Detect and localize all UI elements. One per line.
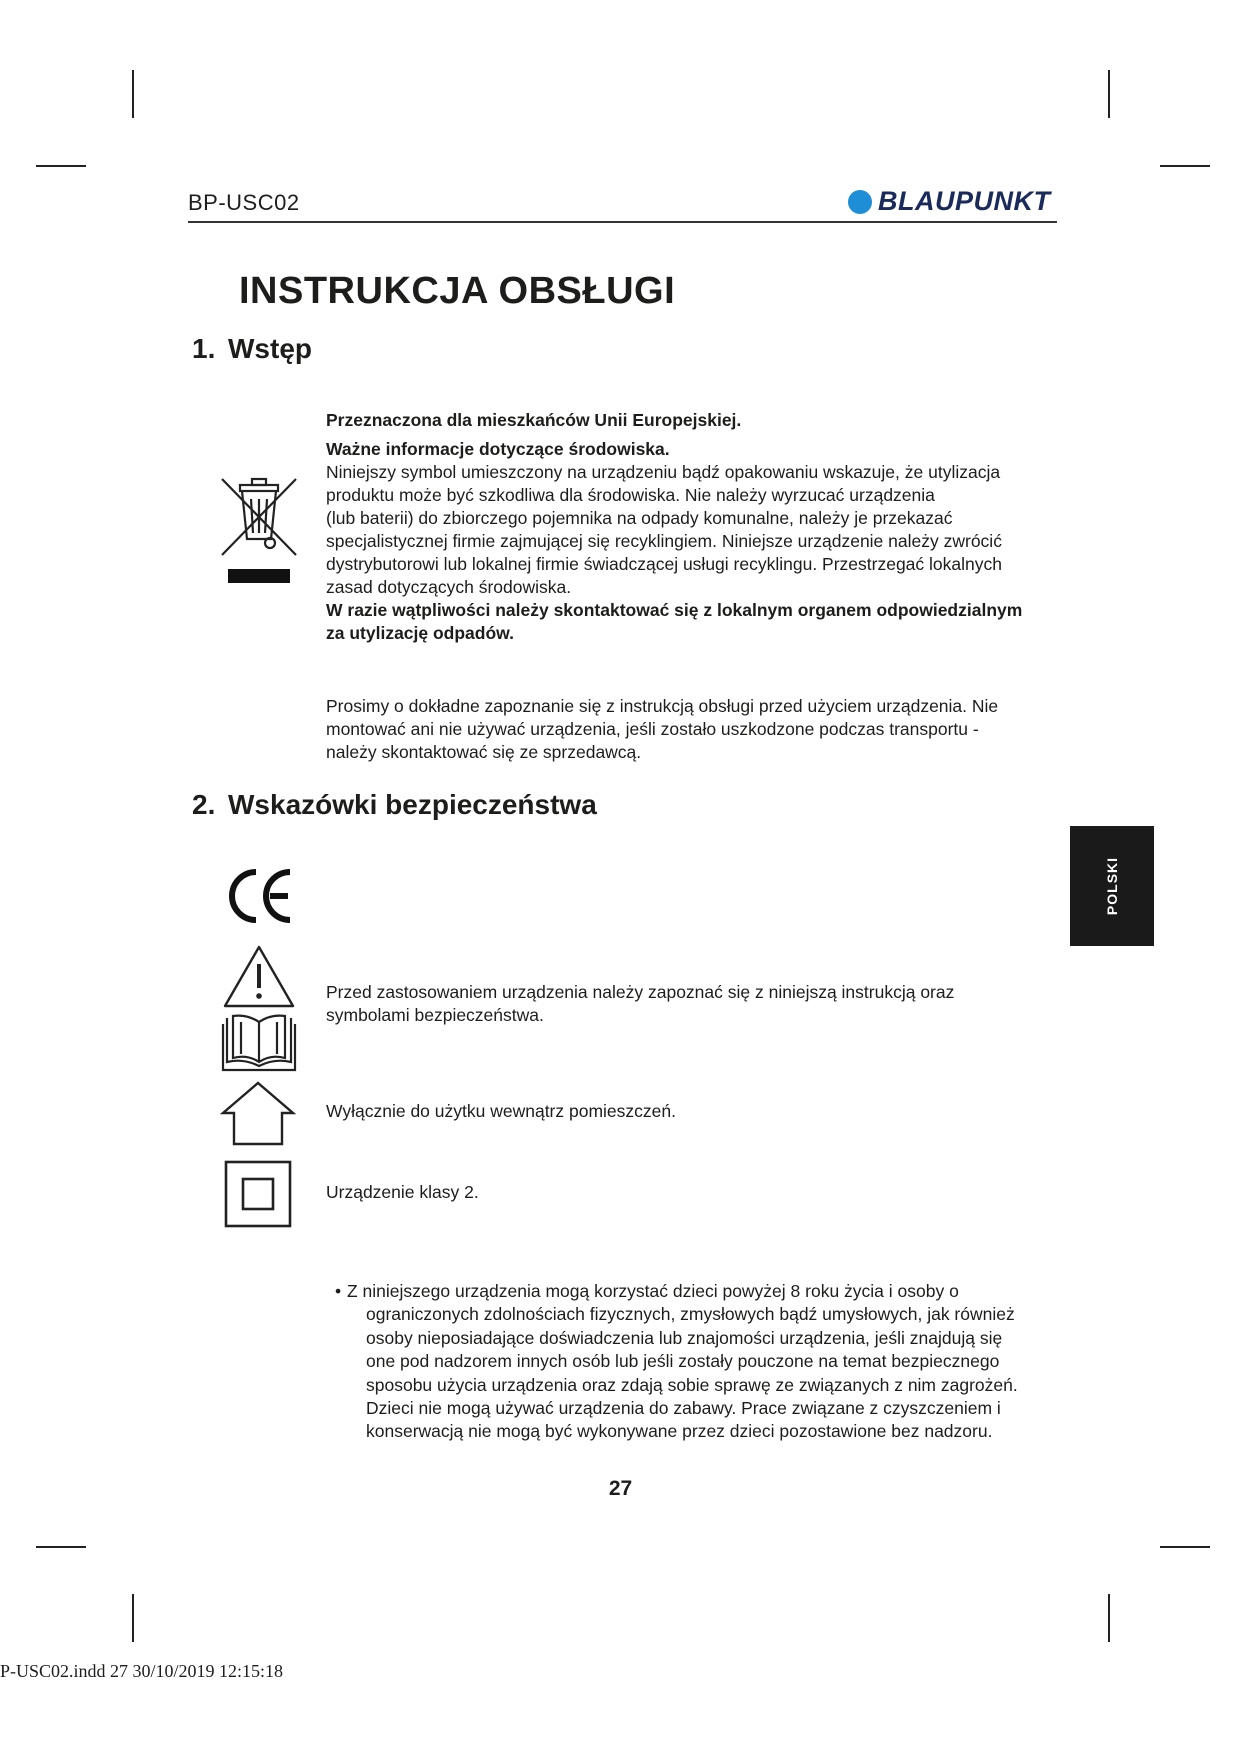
brand-name: BLAUPUNKT	[878, 186, 1051, 216]
header-rule	[188, 221, 1057, 223]
print-slug: P-USC02.indd 27 30/10/2019 12:15:18	[0, 1661, 284, 1681]
page-number: 27	[608, 1477, 633, 1500]
bullet-line: ograniczonych zdolnościach fizycznych, zmysłowych bądź umysłowych, jak również	[366, 1304, 1015, 1325]
env-line: produktu może być szkodliwa dla środowiska. Nie należy wyrzucać urządzenia	[326, 485, 935, 505]
section-number: 1.	[192, 333, 216, 364]
section-heading-safety	[192, 789, 597, 821]
crop-mark	[36, 1546, 86, 1548]
warning-triangle-icon	[222, 944, 296, 1010]
bullet-line: Dzieci nie mogą używać urządzenia do zabawy. Prace związane z czyszczeniem i	[366, 1398, 1001, 1419]
env-line: (lub baterii) do zbiorczego pojemnika na odpady komunalne, należy je przekazać	[326, 508, 953, 528]
doubt-line: W razie wątpliwości należy skontaktować się z lokalnym organem odpowiedzialnym	[326, 600, 1023, 620]
bullet-line: konserwacją nie mogą być wykonywane przez dzieci pozostawione bez nadzoru.	[366, 1421, 993, 1442]
doubt-line: za utylizację odpadów.	[326, 623, 514, 643]
manual-warning	[326, 981, 1066, 1027]
class-2-note	[326, 1181, 1066, 1204]
env-line: Niniejszy symbol umieszczony na urządzeniu bądź opakowaniu wskazuje, że utylizacja	[326, 462, 1001, 482]
env-line: zasad dotyczących środowiska.	[326, 577, 572, 597]
class-2-icon	[224, 1160, 292, 1228]
env-title: Ważne informacje dotyczące środowiska.	[326, 439, 670, 459]
section-number: 2.	[192, 789, 216, 820]
eu-title: Przeznaczona dla mieszkańców Unii Europejskiej.	[326, 410, 742, 430]
crop-mark	[1108, 1594, 1110, 1642]
manual-book-icon	[221, 1014, 297, 1072]
section-title: Wskazówki bezpieczeństwa	[228, 789, 597, 820]
bullet-line: osoby nieposiadające doświadczenia lub znajomości urządzenia, jeśli znajdują się	[366, 1327, 1003, 1348]
read-manual-notice	[326, 695, 1066, 764]
bullet-line: one pod nadzorem innych osób lub jeśli zostały pouczone na temat bezpiecznego	[366, 1351, 1000, 1372]
ce-mark-icon	[226, 866, 296, 926]
crop-mark	[1160, 1546, 1210, 1548]
indoor-house-icon	[220, 1080, 296, 1146]
read-line: montować ani nie używać urządzenia, jeśli zostało uszkodzone podczas transportu -	[326, 719, 979, 739]
page-title: INSTRUKCJA OBSŁUGI	[239, 270, 676, 312]
section-title: Wstęp	[228, 333, 312, 364]
brand-logo	[848, 186, 1051, 217]
indoor-text: Wyłącznie do użytku wewnątrz pomieszczeń.	[326, 1101, 676, 1121]
language-label: POLSKI	[1104, 856, 1120, 916]
crop-mark	[1108, 70, 1110, 118]
bullet-icon: •	[335, 1281, 342, 1301]
read-line: Prosimy o dokładne zapoznanie się z instrukcją obsługi przed użyciem urządzenia. Nie	[326, 696, 999, 716]
children-safety-bullet	[335, 1280, 1065, 1444]
crop-mark	[132, 70, 134, 118]
language-tab	[1070, 826, 1154, 946]
bullet-line: Z niniejszego urządzenia mogą korzystać dzieci powyżej 8 roku życia i osoby o	[347, 1281, 959, 1301]
env-line: dystrybutorowi lub lokalnej firmie świadczącej usługi recyklingu. Przestrzegać lokalnych	[326, 554, 1002, 574]
crop-mark	[36, 165, 86, 167]
read-line: należy skontaktować się ze sprzedawcą.	[326, 742, 642, 762]
env-line: specjalistycznej firmie zajmującej się recyklingiem. Niniejsze urządzenie należy zwrócić	[326, 531, 1002, 551]
env-notice	[326, 409, 1066, 645]
warn-line: Przed zastosowaniem urządzenia należy zapoznać się z niniejszą instrukcją oraz	[326, 982, 955, 1002]
crop-mark	[1160, 165, 1210, 167]
class2-text: Urządzenie klasy 2.	[326, 1182, 479, 1202]
model-number: BP-USC02	[188, 190, 300, 215]
crop-mark	[132, 1594, 134, 1642]
bullet-line: sposobu użycia urządzenia oraz zdają sobie sprawę ze związanych z nim zagrożeń.	[366, 1374, 1018, 1395]
brand-dot-icon	[848, 190, 872, 214]
crossed-bin-icon	[218, 475, 300, 587]
indoor-use-note	[326, 1100, 1066, 1123]
warn-line: symbolami bezpieczeństwa.	[326, 1005, 544, 1025]
section-heading-intro	[192, 333, 312, 365]
